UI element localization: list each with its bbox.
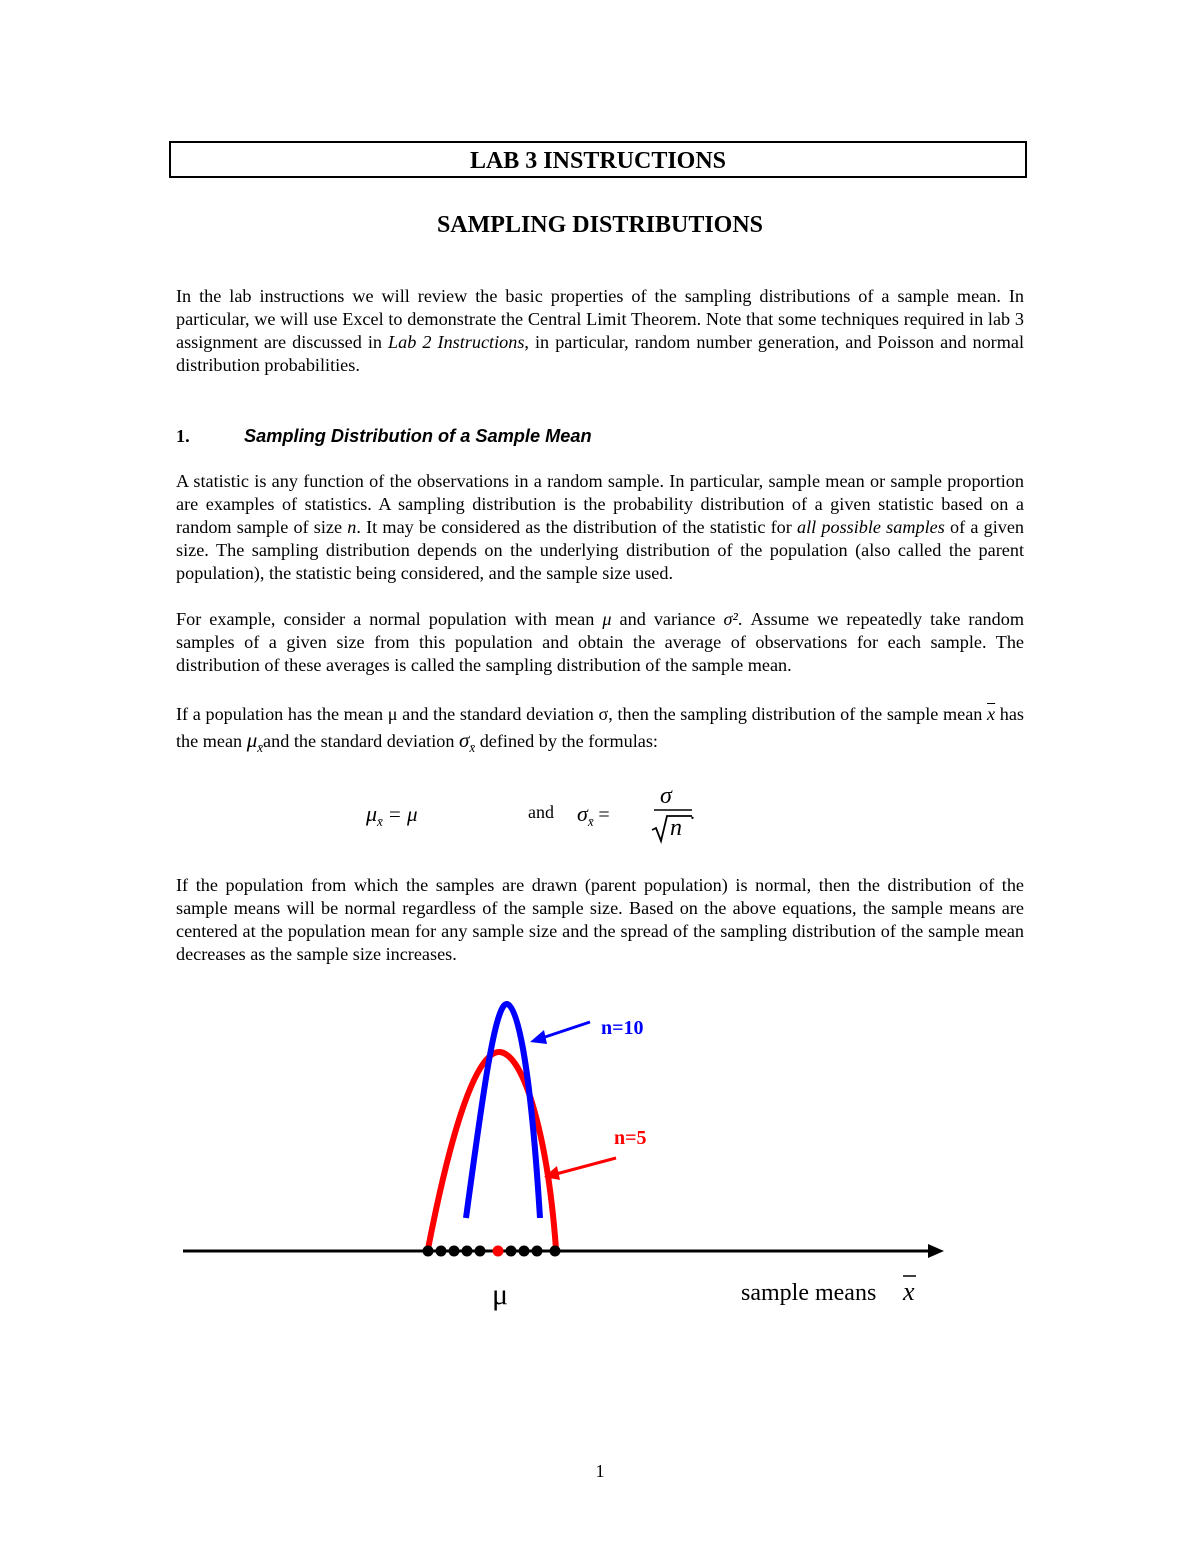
sample-dot xyxy=(449,1246,460,1257)
text: A statistic is any function of the observations in a random sample. In particular, sample mean or sample proportion are examples of statistics. A sampling distribution is the probability distribution of a given statistic based on a random sample of size xyxy=(176,471,1024,537)
subscript: x̄ xyxy=(257,740,264,755)
intro-text-2: , in particular, random number generation, and Poisson and normal distribution probabilities. xyxy=(176,332,1024,375)
subscript: x̄ xyxy=(587,814,594,829)
formula-mean xyxy=(366,801,418,827)
formula-intro-paragraph xyxy=(176,701,1024,756)
equals-sign: = xyxy=(598,804,610,826)
sample-dot xyxy=(436,1246,447,1257)
subscript: x̄ xyxy=(377,814,383,829)
mu-symbol: μ xyxy=(246,728,258,752)
n10-curve xyxy=(466,1004,540,1218)
mu-symbol: μ xyxy=(602,609,612,629)
intro-emphasis: Lab 2 Instructions xyxy=(388,332,525,352)
sample-dot xyxy=(519,1246,530,1257)
statistic-paragraph xyxy=(176,470,1024,585)
title-box xyxy=(169,141,1027,178)
text: and the standard deviation xyxy=(263,731,459,751)
sample-dot xyxy=(423,1246,434,1257)
n10-pointer-line xyxy=(542,1022,590,1038)
formula-period: . xyxy=(690,802,695,824)
normal-population-paragraph: If the population from which the samples are drawn (parent population) is normal, then the distribution of the sample means will be normal regardless of the sample size. Based on the above equations, the sample means are centered at the population mean for any sample size and the spread of the sampling distribution of the sample mean decreases as the sample size increases. xyxy=(176,875,1024,964)
sample-dot xyxy=(550,1246,561,1257)
sigma-symbol: σ xyxy=(459,728,470,752)
fraction-numerator xyxy=(660,783,672,810)
n10-label: n=10 xyxy=(601,1017,644,1039)
text: and variance xyxy=(611,609,724,629)
text: . Assume we repeatedly take random samples of a given size from this population and obtain the average of observations for each sample. The distribution of these averages is called the sampling distribution of the sample mean. xyxy=(176,609,1024,675)
mu-symbol: μ xyxy=(366,801,378,826)
fraction-denominator xyxy=(670,815,682,842)
sigma-symbol: σ xyxy=(660,783,672,809)
sample-dot xyxy=(506,1246,517,1257)
emphasis: all possible samples xyxy=(796,517,945,537)
xbar-symbol: $\overline{x}$ xyxy=(987,704,996,724)
x-axis-arrowhead xyxy=(928,1244,944,1258)
sample-dot xyxy=(532,1246,543,1257)
formula-and: and xyxy=(528,802,554,822)
intro-paragraph xyxy=(176,285,1024,377)
axis-label: sample means xyxy=(741,1280,877,1306)
n10-pointer-head xyxy=(530,1030,547,1044)
lab-title: LAB 3 INSTRUCTIONS xyxy=(469,148,727,174)
formula-std xyxy=(577,801,610,827)
n-symbol: n xyxy=(670,815,682,841)
rhs: = μ xyxy=(387,802,418,826)
sample-dot xyxy=(462,1246,473,1257)
subtitle: SAMPLING DISTRIBUTIONS xyxy=(436,212,764,238)
sigma-squared-symbol: σ² xyxy=(723,609,738,629)
text: For example, consider a normal population with mean xyxy=(176,609,603,629)
n5-label: n=5 xyxy=(614,1127,647,1149)
text: defined by the formulas: xyxy=(475,731,658,751)
section-heading xyxy=(176,425,592,448)
subscript: x̄ xyxy=(469,740,476,755)
section-title: Sampling Distribution of a Sample Mean xyxy=(244,426,592,446)
text: . It may be considered as the distribution of the statistic for xyxy=(356,517,797,537)
sigma-symbol: σ xyxy=(577,801,588,826)
n5-pointer-line xyxy=(556,1158,616,1174)
section-number: 1. xyxy=(176,426,190,446)
text: of a given size. The sampling distribution depends on the underlying distribution of the population (also called the parent population), the statistic being considered, and the sample size used. xyxy=(176,517,1025,583)
page-number: 1 xyxy=(595,1461,605,1481)
intro-text-1: In the lab instructions we will review the basic properties of the sampling distributions of a sample mean. In particular, we will use Excel to demonstrate the Central Limit Theorem. Note that some techniques required in lab 3 assignment are discussed in xyxy=(176,286,1024,352)
text: has the mean xyxy=(176,704,1025,751)
text: If a population has the mean μ and the standard deviation σ, then the sampling distribution of the sample mean xyxy=(176,704,988,724)
mu-label: μ xyxy=(492,1278,509,1311)
mean-dot xyxy=(493,1246,504,1257)
n-symbol: n xyxy=(347,517,357,537)
sampling-distribution-figure xyxy=(0,990,1200,1320)
axis-label-x: x xyxy=(903,1277,915,1306)
example-paragraph xyxy=(176,608,1024,677)
sample-dot xyxy=(475,1246,486,1257)
